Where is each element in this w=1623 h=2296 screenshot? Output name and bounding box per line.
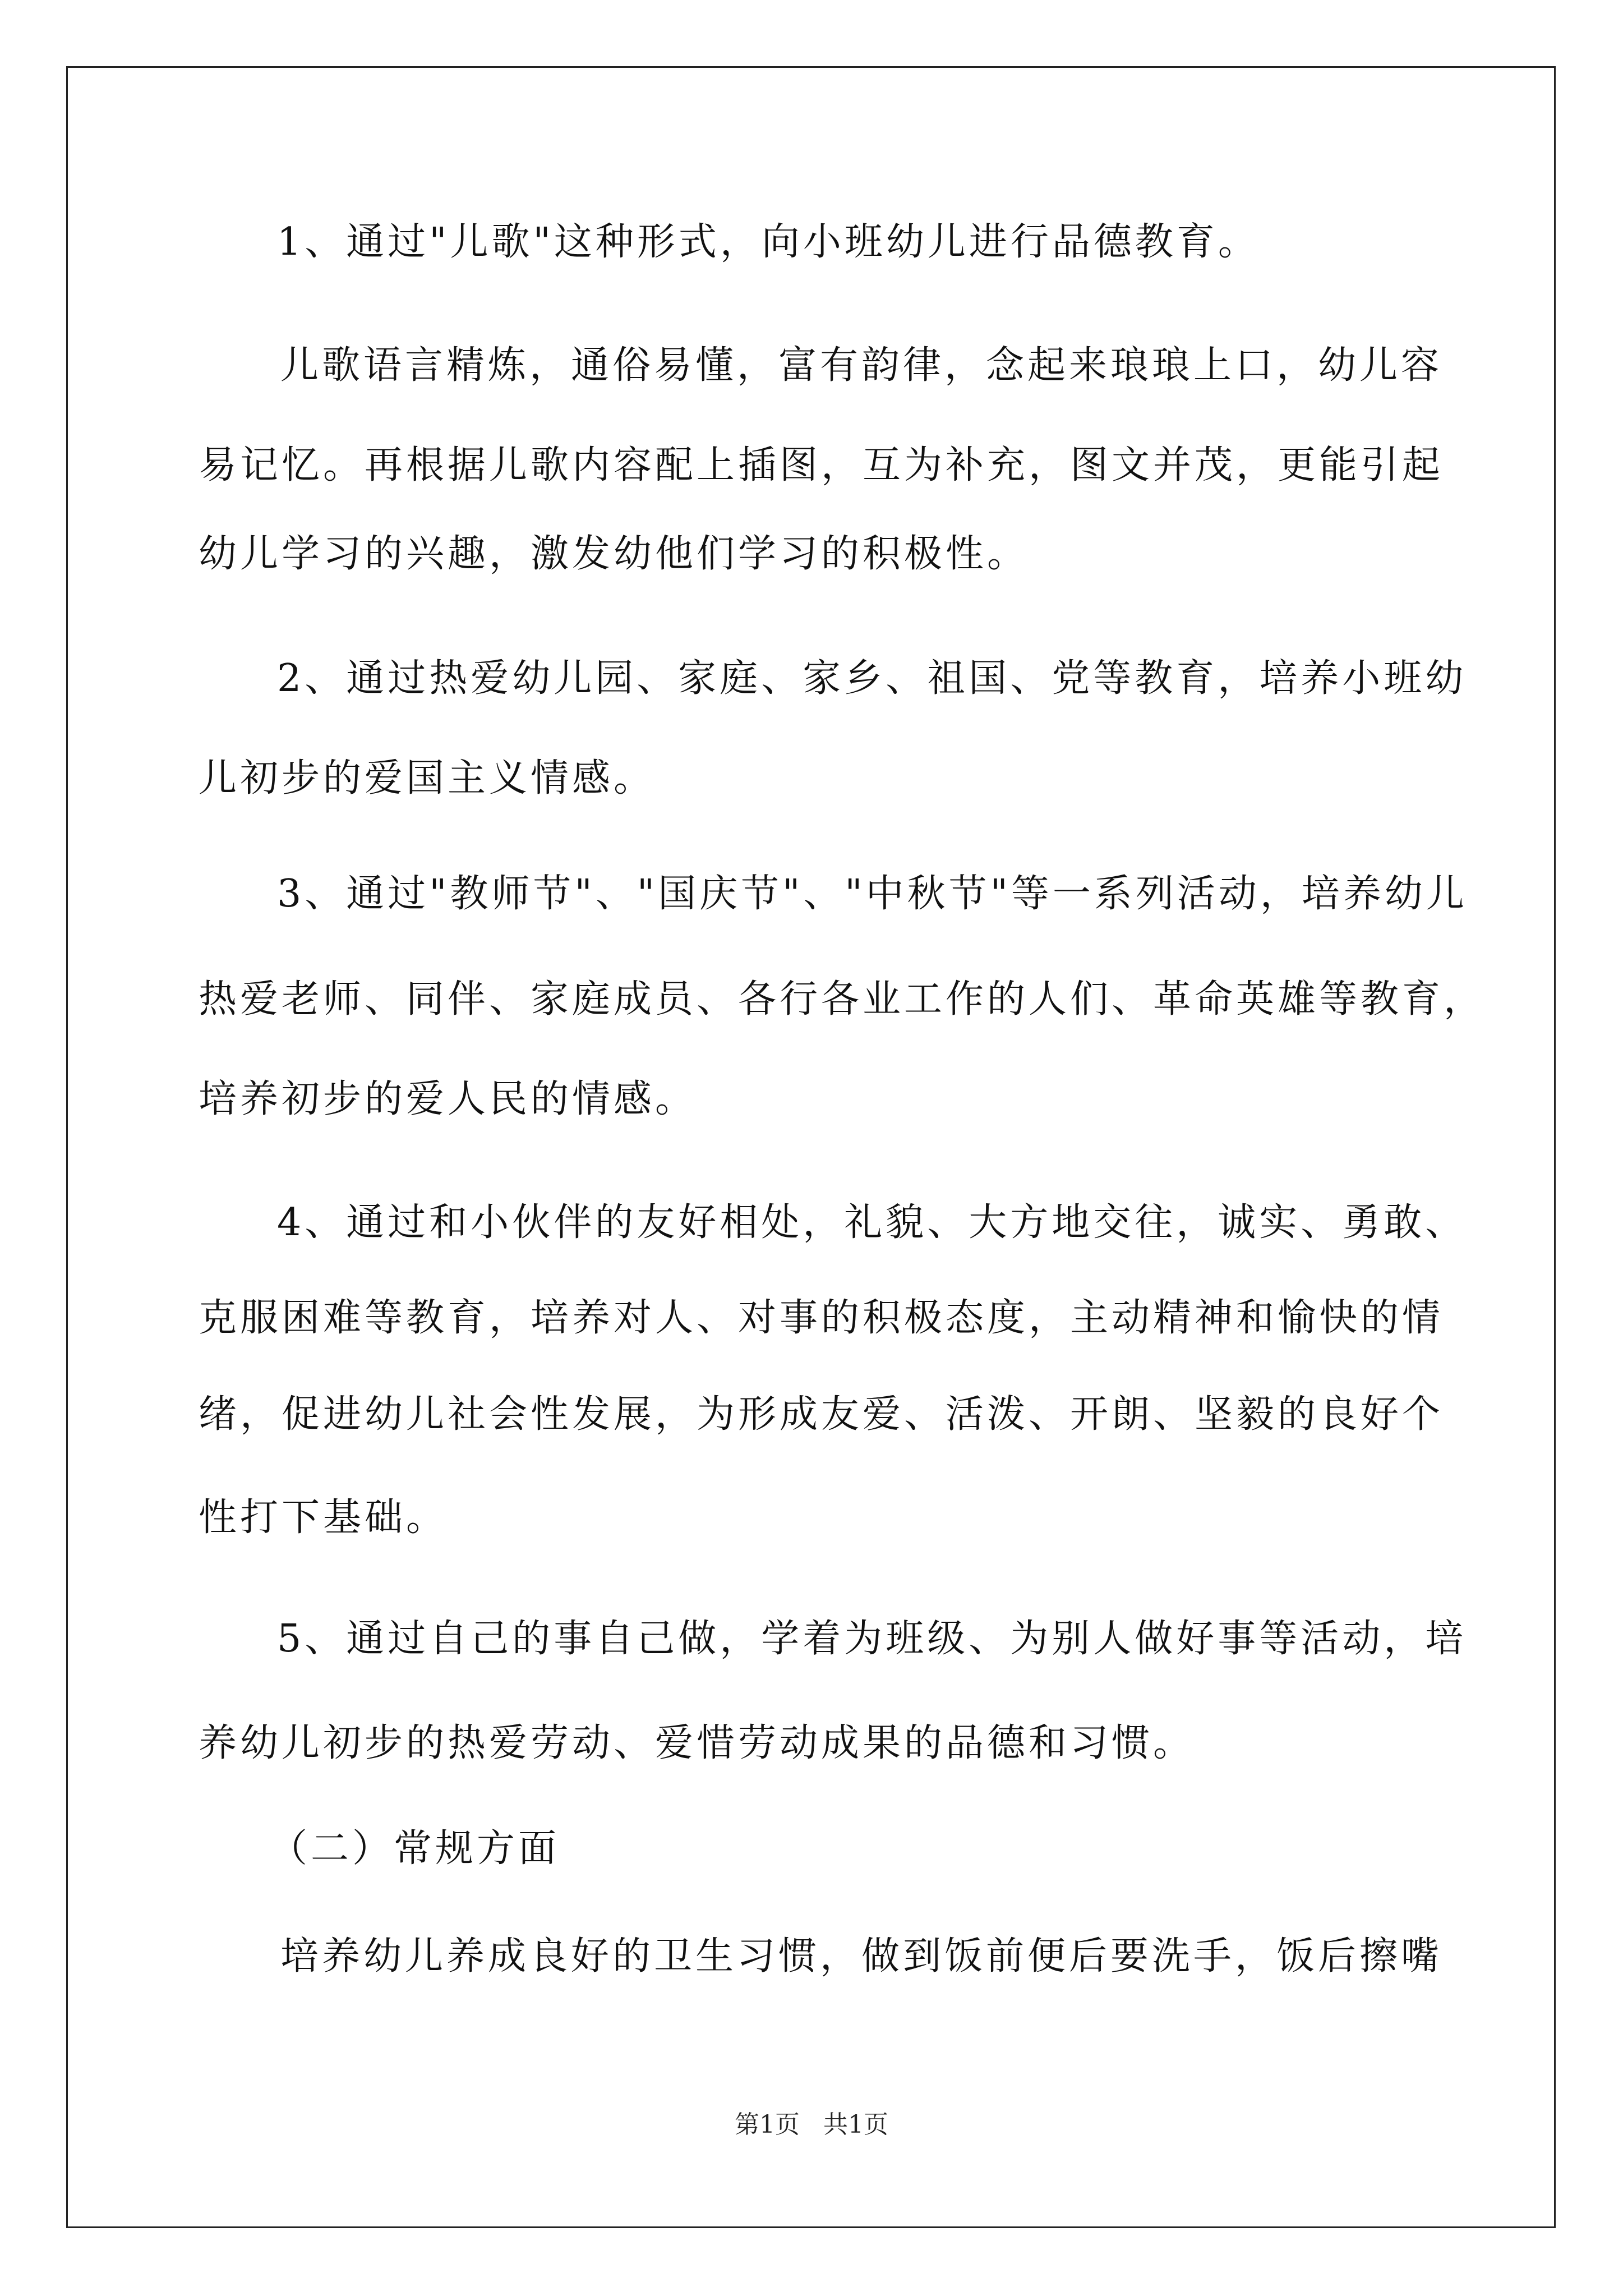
section-heading: （二）常规方面 bbox=[269, 1826, 560, 1871]
paragraph-line: 培养幼儿养成良好的卫生习惯，做到饭前便后要洗手，饭后擦嘴 bbox=[280, 1934, 1443, 1978]
paragraph-line: 儿歌语言精炼，通俗易懂，富有韵律，念起来琅琅上口，幼儿容 bbox=[280, 343, 1443, 388]
paragraph-line: 儿初步的爱国主义情感。 bbox=[199, 756, 656, 800]
paragraph-line: 热爱老师、同伴、家庭成员、各行各业工作的人们、革命英雄等教育， bbox=[199, 977, 1486, 1022]
paragraph-line: 5、通过自己的事自己做，学着为班级、为别人做好事等活动，培 bbox=[277, 1617, 1467, 1661]
paragraph-line: 幼儿学习的兴趣，激发幼他们学习的积极性。 bbox=[199, 532, 1029, 576]
paragraph-line: 性打下基础。 bbox=[199, 1496, 448, 1540]
page-border bbox=[66, 66, 1556, 2228]
paragraph-line: 1、通过"儿歌"这种形式，向小班幼儿进行品德教育。 bbox=[277, 220, 1260, 264]
paragraph-line: 培养初步的爱人民的情感。 bbox=[199, 1077, 697, 1121]
paragraph-line: 3、通过"教师节"、"国庆节"、"中秋节"等一系列活动，培养幼儿 bbox=[277, 872, 1468, 916]
paragraph-line: 养幼儿初步的热爱劳动、爱惜劳动成果的品德和习惯。 bbox=[199, 1721, 1195, 1765]
paragraph-line: 易记忆。再根据儿歌内容配上插图，互为补充，图文并茂，更能引起 bbox=[199, 443, 1444, 487]
paragraph-line: 克服困难等教育，培养对人、对事的积极态度，主动精神和愉快的情 bbox=[199, 1296, 1444, 1340]
paragraph-line: 2、通过热爱幼儿园、家庭、家乡、祖国、党等教育，培养小班幼 bbox=[277, 656, 1467, 701]
paragraph-line: 绪，促进幼儿社会性发展，为形成友爱、活泼、开朗、坚毅的良好个 bbox=[199, 1392, 1444, 1437]
paragraph-line: 4、通过和小伙伴的友好相处，礼貌、大方地交往，诚实、勇敢、 bbox=[277, 1200, 1467, 1245]
page-footer: 第1页 共1页 bbox=[735, 2110, 888, 2139]
